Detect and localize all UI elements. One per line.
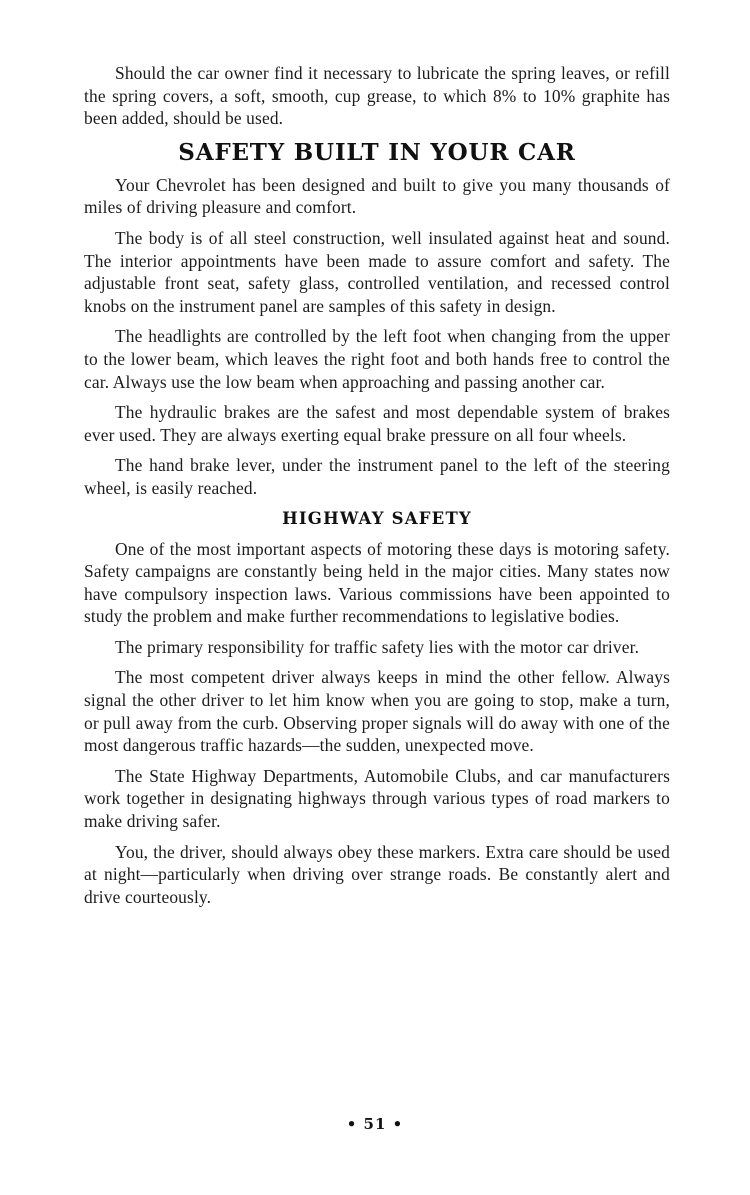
highway-paragraph-2: The primary responsibility for traffic safety lies with the motor car driver. (115, 636, 640, 657)
safety-paragraph-4: The hydraulic brakes are the safest and most dependable system of brakes ever used. They are always exerting equal brake pressure on all four wheels. (84, 402, 670, 445)
highway-paragraph-1: One of the most important aspects of motoring these days is motoring safety. Safety campaigns are constantly being held in the major cities. Many states now have compulsory inspection laws. Various commissions have been appointed to study the problem and make further recommendations to legislative bodies. (84, 538, 670, 627)
section-heading-safety: SAFETY BUILT IN YOUR CAR (178, 138, 576, 166)
highway-paragraph-3: The most competent driver always keeps in mind the other fellow. Always signal the other driver to let him know when you are going to stop, make a turn, or pull away from the curb. Observing proper signals will do away with one of the most dangerous traffic hazards—the sudden, unexpected move. (84, 667, 670, 756)
safety-paragraph-5: The hand brake lever, under the instrument panel to the left of the steering wheel, is easily reached. (84, 455, 670, 498)
section-heading-highway: HIGHWAY SAFETY (282, 508, 472, 528)
intro-paragraph: Should the car owner find it necessary to lubricate the spring leaves, or refill the spring covers, a soft, smooth, cup grease, to which 8% to 10% graphite has been added, should be used. (84, 63, 670, 129)
page-body (84, 62, 670, 916)
safety-paragraph-1: Your Chevrolet has been designed and built to give you many thousands of miles of driving pleasure and comfort. (84, 174, 670, 218)
highway-paragraph-5: You, the driver, should always obey these markers. Extra care should be used at night—particularly when driving over strange roads. Be constantly alert and drive courteously. (84, 841, 670, 907)
page-number: • 51 • (346, 1115, 404, 1133)
highway-paragraph-4: The State Highway Departments, Automobile Clubs, and car manufacturers work together in designating highways through various types of road markers to make driving safer. (84, 765, 670, 832)
safety-paragraph-3: The headlights are controlled by the left foot when changing from the upper to the lower beam, which leaves the right foot and both hands free to control the car. Always use the low beam when approaching and passing another car. (84, 326, 670, 392)
safety-paragraph-2: The body is of all steel construction, well insulated against heat and sound. The interior appointments have been made to assure comfort and safety. The adjustable front seat, safety glass, controlled ventilation, and recessed control knobs on the instrument panel are samples of this safety in design. (84, 227, 670, 316)
